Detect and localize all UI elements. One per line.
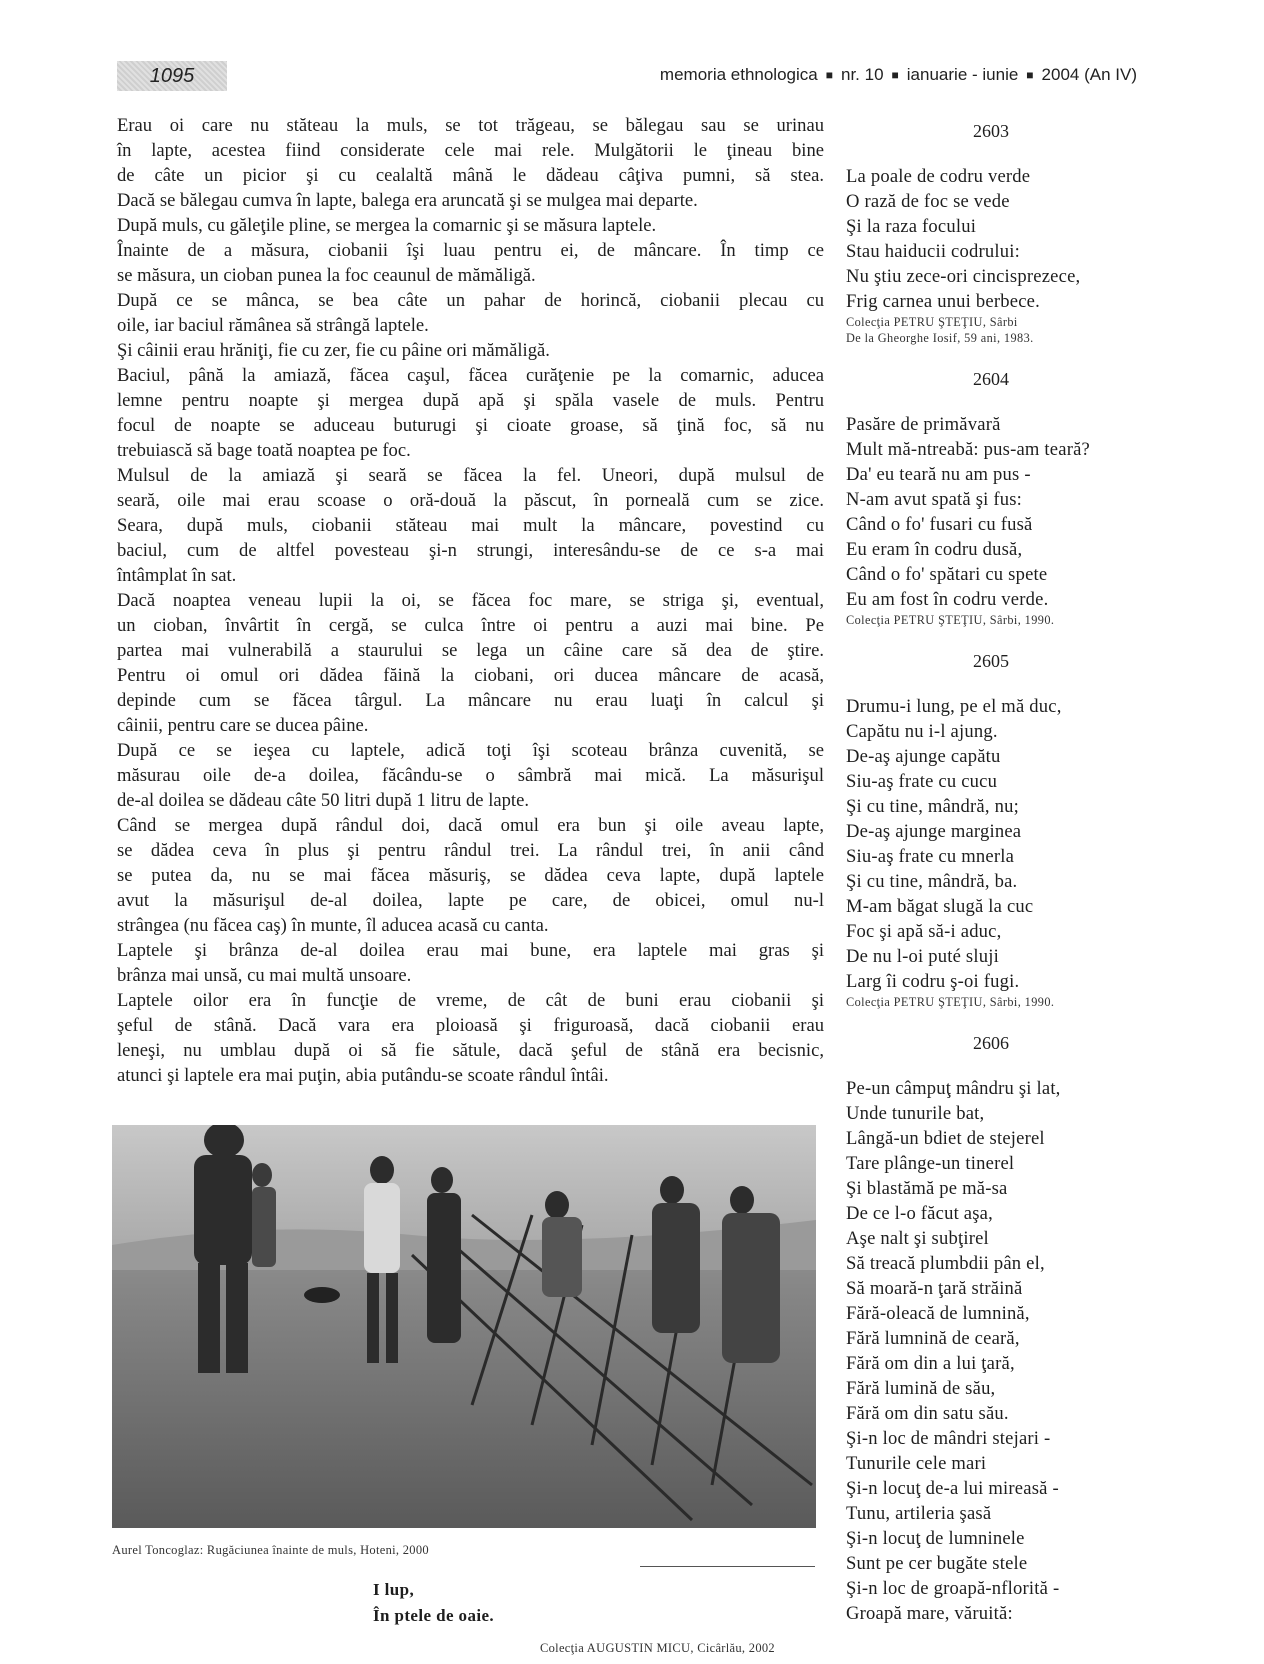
verse-line: Eu am fost în codru verde. [846,589,1049,610]
verse-line: Şi la raza focului [846,216,977,237]
verse-line: M-am băgat slugă la cuc [846,896,1034,917]
text-line: După ce se mânca, se bea câte un pahar de horincă, ciobanii plecau cu [117,290,824,311]
verse-line: Fără-oleacă de lumnină, [846,1303,1030,1324]
text-line: partea mai vulnerabilă a staurului se lega un câine care să dea de ştire. [117,640,824,661]
song-number: 2606 [973,1033,1009,1053]
verse-line: Siu-aş frate cu mnerla [846,846,1015,867]
verse-line: Capătu nu i-l ajung. [846,721,998,742]
text-line: Erau oi care nu stăteau la muls, se tot trăgeau, se bălegau sau se urinau [117,115,824,136]
text-line: câinii, pentru care se ducea pâine. [117,715,369,736]
text-line: leneşi, nu umblau după oi să fie sătule, dacă şeful de stână era becisnic, [117,1040,824,1061]
text-line: Şi câinii erau hrăniţi, fie cu zer, fie cu pâine ori mămăligă. [117,340,550,361]
journal-title: memoria ethnologica [659,65,818,84]
photo-caption: Aurel Toncoglaz: Rugăciunea înainte de muls, Hoteni, 2000 [112,1543,429,1557]
verse-line: Eu eram în codru dusă, [846,539,1023,560]
songs-column [846,118,1136,1646]
song-collection: De la Gheorghe Iosif, 59 ani, 1983. [846,331,1034,345]
verse-line: Tunu, artileria şasă [846,1503,992,1524]
text-line: atunci şi laptele era mai puţin, abia putându-se scoate rândul întâi. [117,1065,609,1086]
text-line: trebuiască să bage toată noaptea pe foc. [117,440,411,461]
verse-line: Fără om din satu său. [846,1403,1009,1424]
verse-line: Fără om din a lui ţară, [846,1353,1015,1374]
text-line: se putea da, nu se mai făcea măsuriş, se dădea ceva lapte, după laptele [117,865,824,886]
text-line: După muls, cu găleţile pline, se mergea la comarnic şi se măsura laptele. [117,215,657,236]
text-line: Laptele oilor era în funcţie de vreme, de cât de buni erau ciobanii şi [117,990,824,1011]
verse-line: Nu ştiu zece-ori cincisprezece, [846,266,1081,287]
verse-line: Drumu-i lung, pe el mă duc, [846,696,1062,717]
text-line: focul de noapte se aduceau buturugi şi cioate groase, să ţină foc, să nu [117,415,824,436]
verse-line: Şi cu tine, mândră, nu; [846,796,1019,817]
song-2603 [846,118,1136,346]
text-line: se măsura, un cioban punea la foc ceaunul de mămăligă. [117,265,536,286]
verse-line: O rază de foc se vede [846,191,1010,212]
text-line: şeful de stână. Dacă vara era ploioasă şi friguroasă, dacă ciobanii erau [117,1015,824,1036]
song-number: 2604 [973,369,1009,389]
text-line: un cioban, învârtit în cergă, se culca între oi pentru a auzi mai bine. Pe [117,615,824,636]
text-line: seară, oile mai erau scoase o oră-două la păscut, în porneală cum se zice. [117,490,824,511]
snippet-line: I lup, [373,1580,415,1599]
text-line: brânza mai unsă, cu mai multă unsoare. [117,965,412,986]
text-line: Seara, după muls, ciobanii stăteau mai mult la mâncare, povestind cu [117,515,824,536]
song-collection: Colecţia PETRU ŞTEŢIU, Sârbi, 1990. [846,995,1055,1009]
verse-line: Sunt pe cer bugăte stele [846,1553,1028,1574]
text-line: lemne pentru noapte şi mergea după apă şi spăla vasele de muls. Pentru [117,390,824,411]
text-line: depinde cum se făcea târgul. La mâncare nu erau luaţi în calcul şi [117,690,824,711]
verse-line: Şi-n locuţ de-a lui mireasă - [846,1478,1059,1499]
verse-line: La poale de codru verde [846,166,1031,187]
song-collection: Colecţia PETRU ŞTEŢIU, Sârbi, 1990. [846,613,1055,627]
text-line: de-al doilea se dădeau câte 50 litri după 1 litru de lapte. [117,790,529,811]
text-line: Înainte de a măsura, ciobanii îşi luau pentru ei, de mâncare. În timp ce [117,240,824,261]
divider [640,1566,815,1567]
journal-year: 2004 (An IV) [1041,65,1137,84]
song-2605 [846,648,1136,1010]
song-collection: Colecţia PETRU ŞTEŢIU, Sârbi [846,315,1018,329]
song-number: 2603 [973,121,1009,141]
verse-line: Şi-n loc de groapă-nflorită - [846,1578,1060,1599]
text-line: de câte un picior şi cu cealaltă mână le dădeau câţiva pumni, să stea. [117,165,824,186]
verse-line: Pe-un câmpuţ mândru şi lat, [846,1078,1061,1099]
verse-line: Frig carnea unui berbece. [846,291,1040,312]
verse-line: Şi-n loc de mândri stejari - [846,1428,1051,1449]
verse-line: Când o fo' fusari cu fusă [846,514,1033,535]
verse-line: De-aş ajunge marginea [846,821,1022,842]
verse-line: De-aş ajunge capătu [846,746,1001,767]
text-line: Dacă noaptea veneau lupii la oi, se făcea foc mare, se striga şi, eventual, [117,590,824,611]
verse-line: Aşe nalt şi subţirel [846,1228,989,1249]
text-line: strângea (nu făcea caş) în munte, îl aducea acasă cu canta. [117,915,549,936]
journal-issue: nr. 10 [840,65,884,84]
verse-line: Mult mă-ntreabă: pus-am teară? [846,439,1090,460]
verse-line: Stau haiducii codrului: [846,241,1020,262]
verse-line: Lângă-un bdiet de stejerel [846,1128,1045,1149]
verse-line: De nu l-oi puté sluji [846,946,999,967]
separator-icon: ■ [825,68,833,82]
verse-line: Unde tunurile bat, [846,1103,985,1124]
snippet-collection: Colecţia AUGUSTIN MICU, Cicârlău, 2002 [540,1641,775,1655]
verse-line: Larg îi codru ş-oi fugi. [846,971,1020,992]
verse-line: Fără lumină de său, [846,1378,996,1399]
text-line: avut la măsurişul de-al doilea, lapte pe care, de obicei, omul nu-l [117,890,824,911]
text-line: baciul, cum de altfel povesteau şi-n strungi, interesându-se de ce s-a mai [117,540,824,561]
separator-icon: ■ [1026,68,1034,82]
verse-line: Să treacă plumbdii pân el, [846,1253,1045,1274]
text-line: Pentru oi omul ori dădea făină la ciobani, ori ducea mâncare de acasă, [117,665,824,686]
verse-line: Fără lumnină de ceară, [846,1328,1020,1349]
text-line: în lapte, acestea fiind considerate cele mai rele. Mulgătorii le ţineau bine [117,140,824,161]
song-2606 [846,1030,1136,1626]
verse-line: Pasăre de primăvară [846,414,1001,435]
verse-snippet [373,1577,494,1629]
page-header [117,57,1137,91]
text-line: Baciul, până la amiază, făcea caşul, făcea curăţenie pe la comarnic, aducea [117,365,824,386]
text-line: Dacă se bălegau cumva în lapte, balega era aruncată şi se mulgea mai departe. [117,190,698,211]
separator-icon: ■ [891,68,899,82]
song-2604 [846,366,1136,628]
text-line: măsurau oile de-a doilea, făcându-se o sâmbră mai mică. La măsurişul [117,765,824,786]
journal-info [660,65,1137,85]
verse-line: Să moară-n ţară străină [846,1278,1023,1299]
snippet-line: În ptele de oaie. [373,1606,495,1625]
photo-image [112,1125,816,1528]
song-number: 2605 [973,651,1009,671]
text-line: se dădea ceva în plus şi pentru rândul trei. La rândul trei, în anii când [117,840,824,861]
verse-line: N-am avut spată şi fus: [846,489,1023,510]
verse-line: Tare plânge-un tinerel [846,1153,1015,1174]
verse-line: Tunurile cele mari [846,1453,987,1474]
verse-line: Da' eu teară nu am pus - [846,464,1031,485]
verse-line: Foc şi apă să-i aduc, [846,921,1002,942]
text-line: întâmplat în sat. [117,565,237,586]
photo-milking-prayer [112,1125,816,1528]
text-line: După ce se ieşea cu laptele, adică toţi îşi scoteau brânza cuvenită, se [117,740,824,761]
verse-line: Şi blastămă pe mă-sa [846,1178,1008,1199]
text-line: Când se mergea după rândul doi, dacă omul era bun şi oile aveau lapte, [117,815,824,836]
verse-line: Şi-n locuţ de lumninele [846,1528,1025,1549]
page-number: 1095 [117,61,227,91]
main-text-column [117,113,824,1088]
text-line: Mulsul de la amiază şi seară se făcea la fel. Uneori, după mulsul de [117,465,824,486]
verse-line: Şi cu tine, mândră, ba. [846,871,1018,892]
text-line: Laptele şi brânza de-al doilea erau mai bune, era laptele mai gras şi [117,940,824,961]
verse-line: Groapă mare, văruită: [846,1603,1013,1624]
journal-period: ianuarie - iunie [906,65,1019,84]
verse-line: De ce l-o făcut aşa, [846,1203,993,1224]
text-line: oile, iar baciul rămânea să strângă laptele. [117,315,429,336]
verse-line: Când o fo' spătari cu spete [846,564,1048,585]
verse-line: Siu-aş frate cu cucu [846,771,998,792]
